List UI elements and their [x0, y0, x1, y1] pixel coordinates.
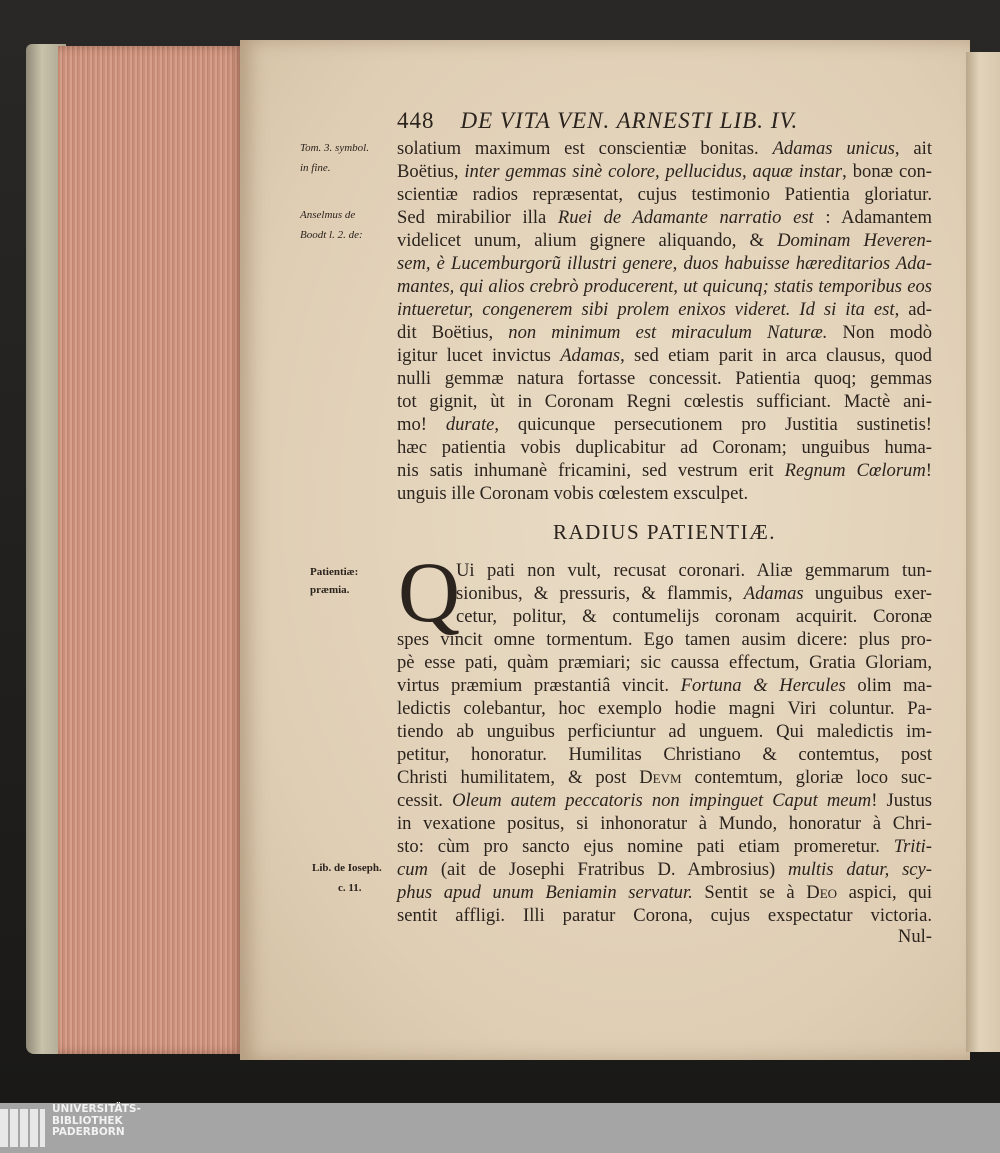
text-line — [397, 766, 932, 789]
text-segment: olim ma- — [845, 675, 933, 696]
text-segment: aspici, qui — [837, 882, 932, 903]
text-segment: intueretur, congenerem sibi prolem enixos videret. Id si ita est — [397, 299, 895, 320]
text-segment: , sed etiam parit in arca clausus, quod — [620, 345, 932, 366]
text-line — [397, 183, 932, 206]
text-line — [397, 252, 932, 275]
logo-line: PADERBORN — [52, 1126, 125, 1138]
text-segment: (ait de Josephi Fratribus D. Ambrosius) — [427, 859, 789, 880]
margin-note: Tom. 3. symbol. — [300, 142, 369, 154]
text-segment: sionibus, & pressuris, & flammis, — [456, 583, 744, 604]
text-segment: unguibus exer- — [803, 583, 933, 604]
text-line — [397, 344, 932, 367]
text-segment: ledictis colebantur, hoc exemplo hodie magni Viri coluntur. Pa- — [397, 698, 932, 719]
text-segment: scientiæ radios repræsentat, cujus testimonio Patientia gloriatur. — [397, 184, 932, 205]
text-line — [397, 858, 932, 881]
text-line — [397, 298, 932, 321]
text-segment: cetur, politur, & contumelijs coronam acquirit. Coronæ — [456, 606, 932, 627]
text-segment: dit Boëtius, — [397, 322, 509, 343]
text-segment: Adamas unicus — [772, 138, 895, 159]
drop-cap: Q — [398, 544, 461, 640]
text-segment: in vexatione positus, si inhonoratur à Mundo, honoratur à Chri- — [397, 813, 932, 834]
text-segment: Sed mirabilior illa — [397, 207, 558, 228]
text-segment: Boëtius, — [397, 161, 465, 182]
text-line — [397, 482, 932, 505]
text-segment: , ad- — [894, 299, 932, 320]
text-segment: durate — [445, 414, 495, 435]
catchword: Nul- — [897, 926, 932, 947]
text-segment: igitur lucet invictus — [397, 345, 561, 366]
text-segment: sentit affligi. Illi paratur Corona, cujus exspectatur victoria. — [397, 905, 932, 926]
text-line — [397, 881, 932, 904]
logo-line: UNIVERSITÄTS- — [52, 1103, 141, 1115]
text-segment: solatium maximum est conscientiæ bonitas. — [397, 138, 773, 159]
text-segment: tot gignit, ùt in Coronam Regni cœlestis sufficiant. Mactè ani- — [397, 391, 932, 412]
text-segment: Ui pati non vult, recusat coronari. Aliæ gemmarum tun- — [456, 560, 932, 581]
text-segment: videlicet unum, alium gignere aliquando, & — [397, 230, 778, 251]
text-segment: Ruei de Adamante narratio est — [557, 207, 814, 228]
text-line — [397, 413, 932, 436]
margin-note: Boodt l. 2. de: — [300, 229, 363, 241]
text-segment: Devm — [639, 767, 682, 788]
text-segment: phus apud unum Beniamin servatur. — [397, 882, 693, 903]
text-segment: sto: cùm pro sancto ejus nomine pati etiam promeretur. — [397, 836, 894, 857]
text-segment: Triti- — [893, 836, 932, 857]
text-segment: hæc patientia vobis duplicabitur ad Coronam; unguibus huma- — [397, 437, 932, 458]
text-line — [397, 321, 932, 344]
text-segment: nis satis inhumanè fricamini, sed vestrum erit — [397, 460, 785, 481]
running-head — [397, 108, 937, 134]
text-segment: Christi humilitatem, & post — [397, 767, 640, 788]
text-segment: mantes, qui alios crebrò producerent, ut quicunq; statis temporibus eos — [397, 276, 932, 297]
text-segment: Deo — [806, 882, 838, 903]
text-segment: , quicunque persecutionem pro Justitia sustinetis! — [494, 414, 932, 435]
page-block-edges — [58, 46, 244, 1054]
text-line — [397, 137, 932, 160]
text-segment: nulli gemmæ natura fortasse concessit. Patientia quoq; gemmas — [397, 368, 932, 389]
text-segment: Dominam Heveren- — [777, 230, 932, 251]
text-segment: pè esse pati, quàm præmiari; sic caussa effectum, Gratia Gloriam, — [397, 652, 932, 673]
text-segment: Adamas — [743, 583, 804, 604]
text-line — [397, 628, 932, 651]
text-line — [397, 743, 932, 766]
library-logo-icon — [0, 1109, 44, 1149]
text-segment: cessit. — [397, 790, 453, 811]
text-segment: non minimum est miraculum Naturæ. — [508, 322, 828, 343]
margin-note: Patientiæ: — [310, 566, 359, 578]
text-segment: Non modò — [827, 322, 932, 343]
text-segment: Regnum Cœlorum — [784, 460, 926, 481]
text-segment: Oleum autem peccatoris non impinguet Caput meum — [452, 790, 872, 811]
text-segment: ! — [925, 460, 932, 481]
text-segment: ! Justus — [871, 790, 932, 811]
text-segment: mo! — [397, 414, 446, 435]
text-segment: cum — [397, 859, 428, 880]
text-line — [397, 697, 932, 720]
text-line — [397, 459, 932, 482]
text-segment: spes vincit omne tormentum. Ego tamen ausim dicere: plus pro- — [397, 629, 932, 650]
margin-note: Lib. de Ioseph. — [312, 862, 382, 874]
text-line — [397, 904, 932, 927]
text-segment: , ait — [894, 138, 932, 159]
margin-note: præmia. — [310, 584, 350, 596]
text-segment: inter gemmas sinè colore, pellucidus, aquæ instar — [464, 161, 843, 182]
text-segment: , bonæ con- — [842, 161, 932, 182]
text-line — [397, 229, 932, 252]
text-segment: virtus præmium præstantiâ vincit. — [397, 675, 681, 696]
text-line — [397, 275, 932, 298]
margin-note: c. 11. — [338, 882, 362, 894]
text-segment: sem, è Lucemburgorũ illustri genere, duos habuisse hæreditarios Ada- — [397, 253, 932, 274]
text-line — [397, 206, 932, 229]
text-segment: contemtum, gloriæ loco suc- — [681, 767, 932, 788]
text-line — [397, 812, 932, 835]
text-line — [397, 367, 932, 390]
text-segment: petitur, honoratur. Humilitas Christiano & contemtus, post — [397, 744, 932, 765]
text-line — [456, 582, 932, 605]
margin-note: in fine. — [300, 162, 331, 174]
facing-page-edge — [966, 52, 1000, 1052]
text-segment: Adamas — [560, 345, 621, 366]
library-footer — [0, 1103, 1000, 1153]
page-number: 448 — [397, 108, 435, 133]
margin-note: Anselmus de — [300, 209, 356, 221]
text-segment: Fortuna & Hercules — [680, 675, 846, 696]
text-line — [456, 605, 932, 628]
text-line — [397, 835, 932, 858]
text-segment: : Adamantem — [813, 207, 933, 228]
text-line — [397, 674, 932, 697]
text-line — [397, 720, 932, 743]
text-line — [397, 789, 932, 812]
text-segment: tiendo ab unguibus perficiuntur ad unguem. Qui maledictis im- — [397, 721, 932, 742]
logo-line: BIBLIOTHEK — [52, 1114, 123, 1127]
running-head-title: DE VITA VEN. ARNESTI LIB. IV. — [460, 108, 799, 133]
text-line — [397, 436, 932, 459]
text-line — [397, 390, 932, 413]
text-line — [397, 160, 932, 183]
section-heading: RADIUS PATIENTIÆ. — [552, 520, 777, 544]
text-segment: multis datur, scy- — [788, 859, 932, 880]
text-line — [397, 651, 932, 674]
library-logo-text — [52, 1104, 141, 1139]
text-segment: Sentit se à — [692, 882, 807, 903]
text-segment: unguis ille Coronam vobis cœlestem exsculpet. — [397, 483, 749, 504]
text-line — [456, 559, 932, 582]
